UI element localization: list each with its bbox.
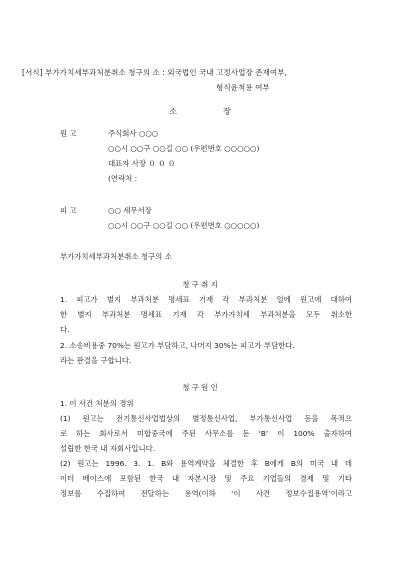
defendant-address: ○○시 ○○구 ○○길 ○○ (우편번호 ○○○○○) <box>108 221 260 230</box>
claim-purpose-line2: 한 별지 부과처분 명세표 기재 각 부가가치세 부과처분을 모두 취소한 <box>60 310 352 319</box>
claim-purpose-line4: 2. 소송비용중 70%는 원고가 부담하고, 나머지 30%는 피고가 부담한다. <box>60 341 295 350</box>
title-char-2: 장 <box>223 106 231 116</box>
claim-reason-p2-line3: 정보를 수집하여 전달하는 용역(이하 ‘이 사건 정보수집용역’이라고 <box>60 489 352 498</box>
claim-reason-heading: 청 구 원 인 <box>182 383 218 392</box>
case-name: 부가가치세부과처분취소 청구의 소 <box>60 252 172 261</box>
plaintiff-name: 주식회사 ○○○ <box>108 129 159 138</box>
claim-reason-p2-line2: 이터 베이스에 포함된 한국 내 자본시장 및 주요 기업들의 경제 및 기타 <box>60 474 352 483</box>
claim-reason-p1-line1: (1) 원고는 전기통신사업법상의 별정통신사업, 부가통신사업 등을 목적으 <box>60 414 352 423</box>
claim-reason-p1-line2: 로 하는 회사로서 미합중국에 주된 사무소를 둔 ‘B’ 이 100% 출자하여 <box>60 429 352 438</box>
claim-purpose-line3: 다. <box>60 325 70 334</box>
title-char-1: 소 <box>169 106 177 116</box>
claim-reason-p2-line1: (2) 원고는 1996. 3. 1. B와 용역계약을 체결한 후 B에게 B의 미국 내 데 <box>60 459 352 468</box>
defendant-name: ○○ 세무서장 <box>108 206 152 215</box>
claim-purpose-heading: 청 구 취 지 <box>182 280 218 289</box>
claim-reason-p1-line3: 설립한 한국 내 자회사입니다. <box>60 444 156 453</box>
defendant-label: 피 고 <box>60 206 77 215</box>
plaintiff-label: 원 고 <box>60 129 77 138</box>
document-title <box>0 106 400 117</box>
document-header-line2: 형식윤척용 여부 <box>216 83 270 92</box>
plaintiff-address: ○○시 ○○구 ○○길 ○○ (우편번호 ○○○○○) <box>108 144 260 153</box>
plaintiff-representative: 대표자 사장 ０ ０ ０ <box>108 159 176 168</box>
claim-reason-subheading: 1. 이 사건 처분의 경위 <box>60 399 134 408</box>
claim-purpose-line5: 라는 판결을 구합니다. <box>60 356 132 365</box>
plaintiff-contact: (연락처 : <box>108 174 138 183</box>
document-header-line1: [서식] 부가가치세부과처분취소 청구의 소 : 외국법인 국내 고정사업장 존재여부, <box>22 68 287 77</box>
claim-purpose-line1: 1. 피고가 별지 부과처분 명세표 기재 각 부과처분 일에 원고에 대하여 <box>60 295 352 304</box>
